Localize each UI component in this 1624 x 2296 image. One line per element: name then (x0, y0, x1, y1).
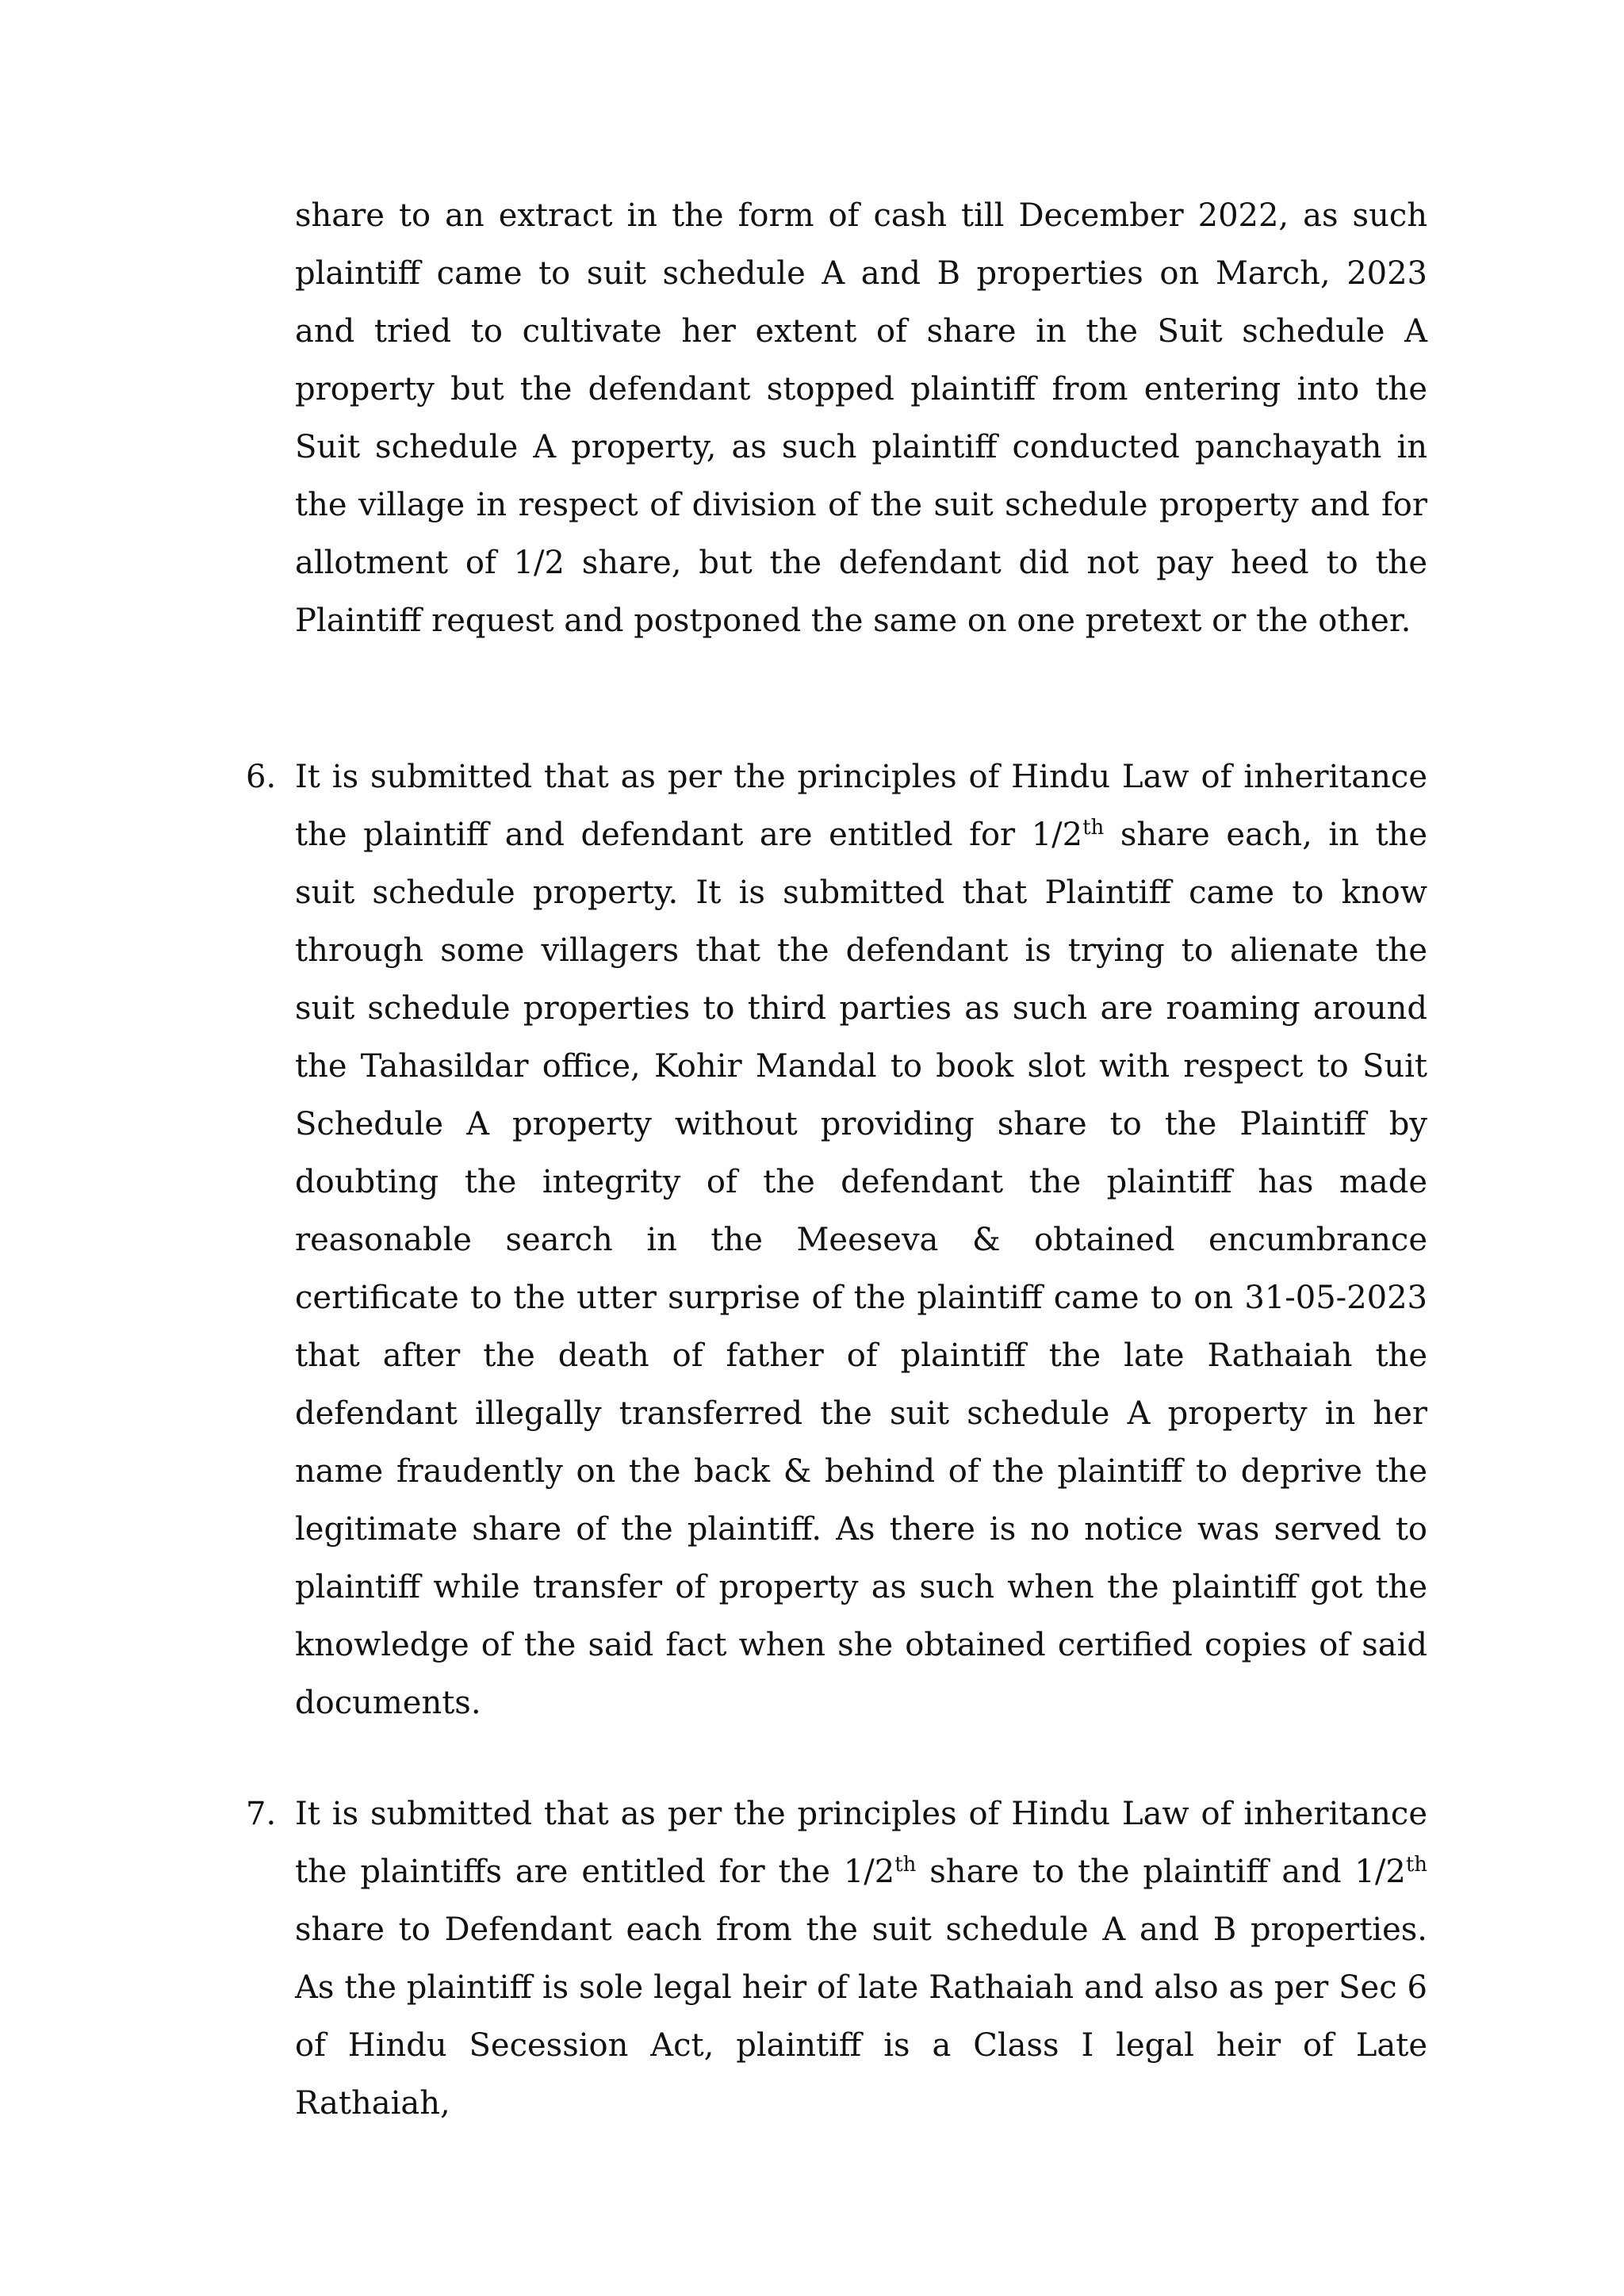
superscript-ordinal: th (1082, 816, 1105, 840)
paragraph-number: 6. (246, 759, 277, 795)
paragraph-text: share to an extract in the form of cash till December 2022, as such plaintiff came to suit schedule A and B properties on March, 2023 and tried to cultivate her extent of share in the Suit schedule A property but the defendant stopped plaintiff from entering into the Suit schedule A property, as such plaintiff conducted panchayath in the village in respect of division of the suit schedule property and for allotment of 1/2 share, but the defendant did not pay heed to the Plaintiff request and postponed the same on one pretext or the other. (295, 197, 1427, 639)
paragraph-text-part: share to the plaintiff and 1/2 (916, 1854, 1406, 1890)
paragraph-number: 7. (246, 1796, 277, 1832)
paragraph-7 (246, 1785, 1428, 2133)
superscript-ordinal: th (894, 1853, 917, 1877)
superscript-ordinal: th (1405, 1853, 1428, 1877)
paragraph-text-part: It is submitted that as per the principles of Hindu Law of inheritance the plaintiff and defendant are entitled for 1/2 (295, 759, 1427, 853)
paragraph-text-part: It is submitted that as per the principles of Hindu Law of inheritance the plaintiffs are entitled for the 1/2 (295, 1796, 1427, 1890)
paragraph-6 (246, 748, 1427, 1732)
paragraph-text-part: share each, in the suit schedule property. It is submitted that Plaintiff came to know through some villagers that the defendant is trying to alienate the suit schedule properties to third parties as such are roaming around the Tahasildar office, Kohir Mandal to book slot with respect to Suit Schedule A property without providing share to the Plaintiff by doubting the integrity of the defendant the plaintiff has made reasonable search in the Meeseva & obtained encumbrance certificate to the utter surprise of the plaintiff came to on 31-05-2023 that after the death of father of plaintiff the late Rathaiah the defendant illegally transferred the suit schedule A property in her name fraudently on the back & behind of the plaintiff to deprive the legitimate share of the plaintiff. As there is no notice was served to plaintiff while transfer of property as such when the plaintiff got the knowledge of the said fact when she obtained certified copies of said documents. (295, 817, 1427, 1721)
paragraph-text-part: share to Defendant each from the suit schedule A and B properties. As the plaintiff is sole legal heir of late Rathaiah and also as per Sec 6 of Hindu Secession Act, plaintiff is a Class I legal heir of Late Rathaiah, (295, 1911, 1427, 2122)
paragraph-continuation (295, 187, 1427, 650)
